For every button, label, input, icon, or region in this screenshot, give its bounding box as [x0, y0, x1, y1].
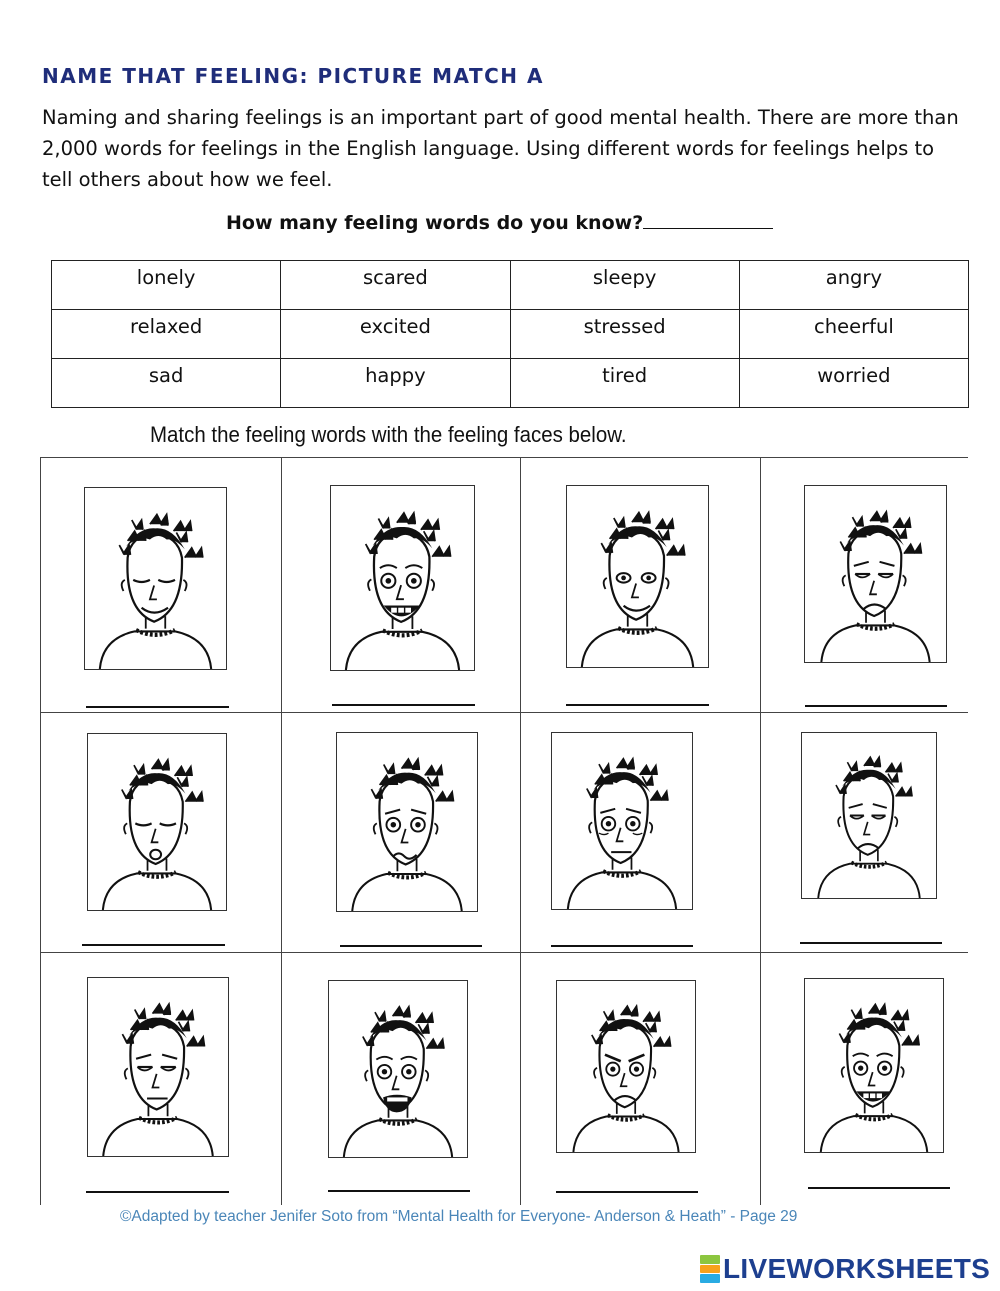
answer-line[interactable]: [328, 1190, 470, 1192]
grid-divider: [40, 457, 968, 458]
answer-line[interactable]: [86, 1191, 229, 1193]
sleepy-face-icon: [88, 734, 226, 910]
scared-face-icon: [329, 981, 467, 1157]
word-bank-cell: tired: [510, 359, 739, 408]
face-card: [551, 732, 693, 910]
face-card: [336, 732, 478, 912]
answer-line[interactable]: [805, 705, 947, 707]
feeling-words-question: [226, 212, 773, 234]
answer-line[interactable]: [800, 942, 942, 944]
answer-line[interactable]: [566, 704, 709, 706]
face-card: [87, 977, 229, 1157]
word-bank-cell: angry: [739, 261, 968, 310]
tired-face-icon: [805, 486, 946, 662]
brand-name: LIVEWORKSHEETS: [723, 1253, 991, 1284]
face-card: [84, 487, 227, 670]
word-bank-cell: sleepy: [510, 261, 739, 310]
grid-divider: [281, 457, 282, 1205]
question-answer-blank[interactable]: [643, 212, 773, 229]
grid-divider: [760, 457, 761, 1205]
face-card: [556, 980, 696, 1153]
grid-divider: [40, 457, 41, 1205]
intro-paragraph: Naming and sharing feelings is an important part of good mental health. There are more than 2,000 words for feelings in the English language. Using different words for feelings helps to tell others about how we feel.: [42, 106, 959, 191]
liveworksheets-brand[interactable]: [700, 1252, 990, 1286]
sad-face-icon: [802, 733, 936, 898]
word-bank-cell: happy: [281, 359, 510, 408]
word-bank-row: [52, 310, 969, 359]
word-bank-table: [51, 260, 969, 408]
face-grid: [40, 457, 968, 1205]
answer-line[interactable]: [808, 1187, 950, 1189]
liveworksheets-logo-icon: [700, 1255, 720, 1283]
word-bank-cell: relaxed: [52, 310, 281, 359]
word-bank-cell: lonely: [52, 261, 281, 310]
grid-divider: [40, 712, 968, 713]
face-card: [801, 732, 937, 899]
lonely-face-icon: [88, 978, 228, 1156]
face-card: [328, 980, 468, 1158]
logo-block: [700, 1265, 720, 1274]
match-instruction: Match the feeling words with the feeling faces below.: [150, 422, 627, 447]
face-card: [330, 485, 475, 671]
word-bank-row: [52, 261, 969, 310]
cheerful-face-icon: [805, 979, 943, 1152]
happy-face-icon: [567, 486, 708, 667]
angry-face-icon: [557, 981, 695, 1152]
answer-line[interactable]: [340, 945, 482, 947]
grid-divider: [520, 457, 521, 1205]
face-card: [804, 485, 947, 663]
logo-block: [700, 1274, 720, 1283]
question-text: How many feeling words do you know?: [226, 212, 644, 234]
worksheet-title: NAME THAT FEELING: PICTURE MATCH A: [42, 64, 544, 88]
word-bank-cell: stressed: [510, 310, 739, 359]
logo-block: [700, 1255, 720, 1264]
answer-line[interactable]: [86, 706, 229, 708]
face-card: [566, 485, 709, 668]
stressed-face-icon: [552, 733, 692, 909]
word-bank-cell: scared: [281, 261, 510, 310]
answer-line[interactable]: [551, 945, 693, 947]
worried-face-icon: [337, 733, 477, 911]
word-bank-cell: sad: [52, 359, 281, 408]
face-card: [804, 978, 944, 1153]
answer-line[interactable]: [556, 1191, 698, 1193]
relaxed-face-icon: [85, 488, 226, 669]
excited-face-icon: [331, 486, 474, 670]
word-bank-row: [52, 359, 969, 408]
word-bank-cell: worried: [739, 359, 968, 408]
face-card: [87, 733, 227, 911]
footer-credit: ©Adapted by teacher Jenifer Soto from “Mental Health for Everyone- Anderson & Heath” - Page 29: [120, 1208, 798, 1225]
grid-divider: [40, 952, 968, 953]
answer-line[interactable]: [332, 704, 475, 706]
answer-line[interactable]: [82, 944, 225, 946]
word-bank-cell: cheerful: [739, 310, 968, 359]
word-bank-cell: excited: [281, 310, 510, 359]
